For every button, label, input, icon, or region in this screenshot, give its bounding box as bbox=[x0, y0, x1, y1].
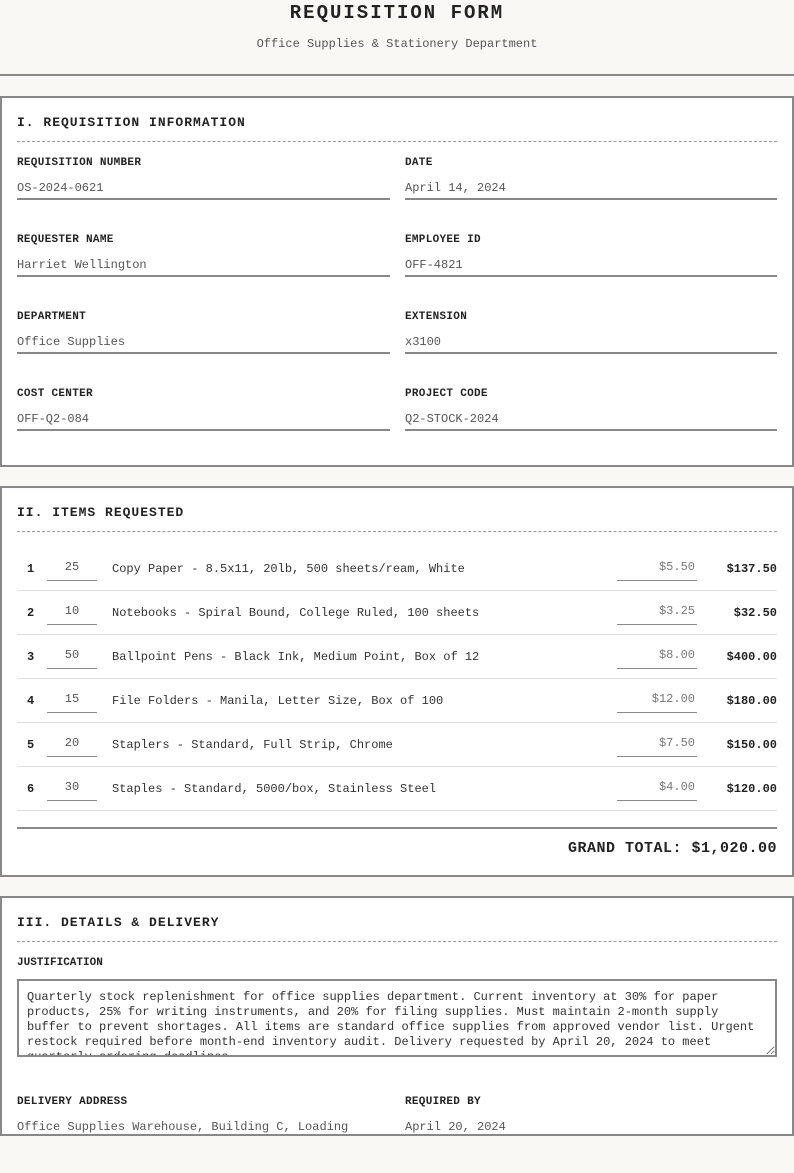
requisition-number-input[interactable]: OS-2024-0621 bbox=[17, 176, 390, 200]
date-input[interactable]: April 14, 2024 bbox=[405, 176, 777, 200]
grand-total: GRAND TOTAL: $1,020.00 bbox=[567, 840, 777, 857]
field-label: COST CENTER bbox=[17, 388, 93, 400]
item-unit-price-input[interactable]: $7.50 bbox=[617, 735, 697, 757]
details-delivery-section bbox=[0, 896, 794, 1136]
delivery-fields bbox=[17, 1096, 777, 1173]
item-row bbox=[17, 679, 777, 723]
item-quantity-input[interactable]: 25 bbox=[47, 559, 97, 581]
cost-center-field bbox=[17, 388, 390, 465]
item-line-total: $120.00 bbox=[726, 781, 777, 796]
project-code-field bbox=[405, 388, 777, 465]
items-requested-section bbox=[0, 486, 794, 877]
item-number: 4 bbox=[27, 693, 35, 708]
item-unit-price-input[interactable]: $5.50 bbox=[617, 559, 697, 581]
item-unit-price-input[interactable]: $4.00 bbox=[617, 779, 697, 801]
field-label: REQUIRED BY bbox=[405, 1096, 481, 1108]
department-input[interactable]: Office Supplies bbox=[17, 330, 390, 354]
item-line-total: $137.50 bbox=[726, 561, 777, 576]
delivery-address-field bbox=[17, 1096, 390, 1173]
item-description[interactable]: Copy Paper - 8.5x11, 20lb, 500 sheets/ream, White bbox=[112, 561, 465, 576]
item-row bbox=[17, 635, 777, 679]
item-line-total: $400.00 bbox=[726, 649, 777, 664]
item-description[interactable]: Staples - Standard, 5000/box, Stainless Steel bbox=[112, 781, 437, 796]
item-unit-price-input[interactable]: $3.25 bbox=[617, 603, 697, 625]
section-title: II. ITEMS REQUESTED bbox=[17, 488, 777, 532]
project-code-input[interactable]: Q2-STOCK-2024 bbox=[405, 407, 777, 431]
item-description[interactable]: Ballpoint Pens - Black Ink, Medium Point, Box of 12 bbox=[112, 649, 480, 664]
item-quantity-input[interactable]: 15 bbox=[47, 691, 97, 713]
requester-name-input[interactable]: Harriet Wellington bbox=[17, 253, 390, 277]
item-row bbox=[17, 591, 777, 635]
item-number: 1 bbox=[27, 561, 35, 576]
justification-textarea[interactable] bbox=[17, 979, 777, 1057]
form-header bbox=[0, 0, 794, 76]
field-label: EMPLOYEE ID bbox=[405, 234, 481, 246]
item-line-total: $150.00 bbox=[726, 737, 777, 752]
employee-id-field bbox=[405, 234, 777, 311]
item-number: 3 bbox=[27, 649, 35, 664]
department-field bbox=[17, 311, 390, 388]
item-unit-price-input[interactable]: $8.00 bbox=[617, 647, 697, 669]
items-list bbox=[17, 547, 777, 811]
requester-name-field bbox=[17, 234, 390, 311]
required-by-input[interactable]: April 20, 2024 bbox=[405, 1120, 506, 1134]
required-by-field bbox=[405, 1096, 777, 1173]
justification-label: JUSTIFICATION bbox=[17, 957, 103, 969]
item-quantity-input[interactable]: 30 bbox=[47, 779, 97, 801]
item-unit-price-input[interactable]: $12.00 bbox=[617, 691, 697, 713]
field-label: PROJECT CODE bbox=[405, 388, 488, 400]
field-label: REQUESTER NAME bbox=[17, 234, 114, 246]
requisition-number-field bbox=[17, 157, 390, 234]
item-quantity-input[interactable]: 20 bbox=[47, 735, 97, 757]
item-row bbox=[17, 767, 777, 811]
section-title: I. REQUISITION INFORMATION bbox=[17, 98, 777, 142]
requisition-information-section bbox=[0, 96, 794, 467]
form-subtitle: Office Supplies & Stationery Department bbox=[256, 37, 538, 51]
item-description[interactable]: File Folders - Manila, Letter Size, Box of 100 bbox=[112, 693, 444, 708]
item-line-total: $180.00 bbox=[726, 693, 777, 708]
field-label: DATE bbox=[405, 157, 433, 169]
extension-field bbox=[405, 311, 777, 388]
item-line-total: $32.50 bbox=[733, 605, 777, 620]
extension-input[interactable]: x3100 bbox=[405, 330, 777, 354]
field-label: DEPARTMENT bbox=[17, 311, 87, 323]
delivery-address-input[interactable]: Office Supplies Warehouse, Building C, Loading bbox=[17, 1120, 349, 1134]
item-number: 2 bbox=[27, 605, 35, 620]
item-number: 6 bbox=[27, 781, 35, 796]
field-label: REQUISITION NUMBER bbox=[17, 157, 142, 169]
item-description[interactable]: Notebooks - Spiral Bound, College Ruled, 100 sheets bbox=[112, 605, 480, 620]
field-label: EXTENSION bbox=[405, 311, 468, 323]
form-title: REQUISITION FORM bbox=[289, 2, 505, 24]
field-label: DELIVERY ADDRESS bbox=[17, 1096, 128, 1108]
item-row bbox=[17, 723, 777, 767]
cost-center-input[interactable]: OFF-Q2-084 bbox=[17, 407, 390, 431]
item-row bbox=[17, 547, 777, 591]
requisition-fields bbox=[17, 157, 777, 465]
section-title: III. DETAILS & DELIVERY bbox=[17, 898, 777, 942]
item-quantity-input[interactable]: 50 bbox=[47, 647, 97, 669]
item-description[interactable]: Staplers - Standard, Full Strip, Chrome bbox=[112, 737, 393, 752]
date-field bbox=[405, 157, 777, 234]
employee-id-input[interactable]: OFF-4821 bbox=[405, 253, 777, 277]
item-quantity-input[interactable]: 10 bbox=[47, 603, 97, 625]
item-number: 5 bbox=[27, 737, 35, 752]
